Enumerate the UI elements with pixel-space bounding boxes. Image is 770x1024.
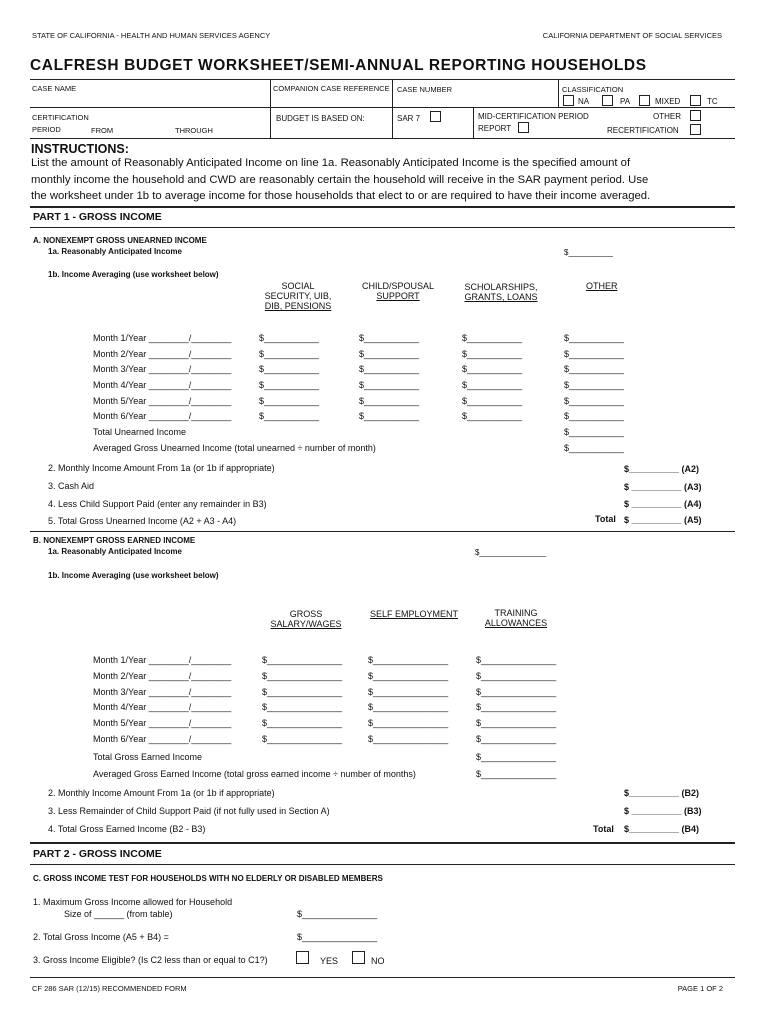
a-month-2-col-2-input[interactable]: $___________ <box>359 349 420 359</box>
yes-label: YES <box>320 956 339 966</box>
a-line-5: 5. Total Gross Unearned Income (A2 + A3 - A4) <box>48 516 237 526</box>
b-total-earned: Total Gross Earned Income <box>93 752 203 762</box>
c-line-2: 2. Total Gross Income (A5 + B4) = <box>33 932 169 942</box>
recertification-label: RECERTIFICATION <box>607 126 679 135</box>
period-label: PERIOD <box>32 125 61 134</box>
a-month-1-col-3-input[interactable]: $___________ <box>462 333 523 343</box>
companion-case-label: COMPANION CASE REFERENCE <box>273 84 390 93</box>
b-month-1-col-1-input[interactable]: $_______________ <box>262 655 343 665</box>
b-1a-input[interactable]: $_______________ <box>475 548 547 557</box>
a-month-4-col-2-input[interactable]: $___________ <box>359 380 420 390</box>
a-month-3-col-4-input[interactable]: $___________ <box>564 364 625 374</box>
instructions-heading: INSTRUCTIONS: <box>31 142 129 156</box>
b-line-4: 4. Total Gross Earned Income (B2 - B3) <box>48 824 206 834</box>
a-month-1-col-4-input[interactable]: $___________ <box>564 333 625 343</box>
checkbox-no[interactable] <box>352 951 365 964</box>
classification-label: CLASSIFICATION <box>562 85 624 94</box>
page-number: PAGE 1 OF 2 <box>677 984 723 993</box>
a-month-6-col-2-input[interactable]: $___________ <box>359 411 420 421</box>
b-total-earned-input[interactable]: $_______________ <box>476 752 557 762</box>
c2-input[interactable]: $_______________ <box>297 932 378 942</box>
b-month-1-col-3-input[interactable]: $_______________ <box>476 655 557 665</box>
b-month-2-label: Month 2/Year ________/________ <box>93 671 232 681</box>
a-month-3-col-3-input[interactable]: $___________ <box>462 364 523 374</box>
from-label: FROM <box>91 126 114 135</box>
b-month-6-col-3-input[interactable]: $_______________ <box>476 734 557 744</box>
no-label: NO <box>371 956 385 966</box>
section-b-heading: B. NONEXEMPT GROSS EARNED INCOME <box>33 536 196 545</box>
form-title: CALFRESH BUDGET WORKSHEET/SEMI-ANNUAL REPORTING HOUSEHOLDS <box>30 57 647 74</box>
mid-cert-report-label: REPORT <box>478 124 512 133</box>
b-month-3-col-2-input[interactable]: $_______________ <box>368 687 449 697</box>
b-1b-label: 1b. Income Averaging (use worksheet below) <box>48 571 219 580</box>
budget-based-label: BUDGET IS BASED ON: <box>276 114 365 123</box>
b-month-4-col-1-input[interactable]: $_______________ <box>262 702 343 712</box>
b-month-5-col-2-input[interactable]: $_______________ <box>368 718 449 728</box>
checkbox-na[interactable] <box>563 95 574 106</box>
a-1b-label: 1b. Income Averaging (use worksheet below) <box>48 270 219 279</box>
through-label: THROUGH <box>175 126 213 135</box>
a-month-2-label: Month 2/Year ________/________ <box>93 349 232 359</box>
b2-input[interactable]: $__________ (B2) <box>624 788 700 798</box>
b-col-training: TRAINING ALLOWANCES <box>484 608 548 628</box>
a-month-3-col-2-input[interactable]: $___________ <box>359 364 420 374</box>
a-line-3: 3. Cash Aid <box>48 481 95 491</box>
b-month-4-col-3-input[interactable]: $_______________ <box>476 702 557 712</box>
b-month-4-col-2-input[interactable]: $_______________ <box>368 702 449 712</box>
a-month-5-col-1-input[interactable]: $___________ <box>259 396 320 406</box>
b-month-1-label: Month 1/Year ________/________ <box>93 655 232 665</box>
c-line-1: 1. Maximum Gross Income allowed for Household <box>33 897 233 907</box>
b-month-5-label: Month 5/Year ________/________ <box>93 718 232 728</box>
part2-heading: PART 2 - GROSS INCOME <box>33 848 162 860</box>
a-month-6-label: Month 6/Year ________/________ <box>93 411 232 421</box>
b3-input[interactable]: $ __________ (B3) <box>624 806 702 816</box>
a-month-2-col-1-input[interactable]: $___________ <box>259 349 320 359</box>
checkbox-pa[interactable] <box>602 95 613 106</box>
a-averaged-unearned: Averaged Gross Unearned Income (total unearned ÷ number of month) <box>93 443 376 453</box>
a3-input[interactable]: $ __________ (A3) <box>624 482 702 492</box>
a-1a-label: 1a. Reasonably Anticipated Income <box>48 247 182 256</box>
a-total-label: Total <box>595 514 616 524</box>
a-month-5-label: Month 5/Year ________/________ <box>93 396 232 406</box>
a-month-3-col-1-input[interactable]: $___________ <box>259 364 320 374</box>
checkbox-tc[interactable] <box>690 95 701 106</box>
b-month-2-col-3-input[interactable]: $_______________ <box>476 671 557 681</box>
checkbox-sar7[interactable] <box>430 111 441 122</box>
agency-left: STATE OF CALIFORNIA - HEALTH AND HUMAN SERVICES AGENCY <box>32 31 271 40</box>
a4-input[interactable]: $ __________ (A4) <box>624 499 702 509</box>
part1-heading: PART 1 - GROSS INCOME <box>33 211 162 223</box>
c-line-3: 3. Gross Income Eligible? (Is C2 less than or equal to C1?) <box>33 955 268 965</box>
mid-cert-label: MID-CERTIFICATION PERIOD <box>478 112 589 121</box>
instructions-line-1: List the amount of Reasonably Anticipated Income on line 1a. Reasonably Anticipated Income is the specified amount of <box>31 157 631 169</box>
checkbox-recertification[interactable] <box>690 124 701 135</box>
a-month-1-label: Month 1/Year ________/________ <box>93 333 232 343</box>
checkbox-mixed[interactable] <box>639 95 650 106</box>
a-col-other: OTHER <box>586 281 618 291</box>
case-name-label: CASE NAME <box>32 84 77 93</box>
c1-input[interactable]: $_______________ <box>297 909 378 919</box>
a-col-scholarships: SCHOLARSHIPS, GRANTS, LOANS <box>464 282 538 302</box>
a2-input[interactable]: $__________ (A2) <box>624 464 700 474</box>
other-label: OTHER <box>653 112 681 121</box>
b-month-3-col-1-input[interactable]: $_______________ <box>262 687 343 697</box>
b-col-self-employment: SELF EMPLOYMENT <box>370 609 459 619</box>
case-number-label: CASE NUMBER <box>397 85 453 94</box>
b-month-4-label: Month 4/Year ________/________ <box>93 702 232 712</box>
b-line-2: 2. Monthly Income Amount From 1a (or 1b if appropriate) <box>48 788 275 798</box>
class-na-label: NA <box>578 97 590 106</box>
class-mixed-label: MIXED <box>655 97 681 106</box>
a-month-2-col-4-input[interactable]: $___________ <box>564 349 625 359</box>
instructions-line-3: the worksheet under 1b to average income for those households that elect to or are required to have their income averaged. <box>31 190 651 202</box>
a-col-social-security: SOCIAL SECURITY, UIB, DIB, PENSIONS <box>264 281 332 311</box>
instructions-line-2: monthly income the household and CWD are reasonably certain the household will receive in the SAR payment period. Use <box>31 174 649 186</box>
checkbox-yes[interactable] <box>296 951 309 964</box>
certification-label: CERTIFICATION <box>32 113 89 122</box>
b-total-label: Total <box>593 824 614 834</box>
a-month-5-col-3-input[interactable]: $___________ <box>462 396 523 406</box>
a-month-4-col-3-input[interactable]: $___________ <box>462 380 523 390</box>
a-month-4-col-4-input[interactable]: $___________ <box>564 380 625 390</box>
a-line-2: 2. Monthly Income Amount From 1a (or 1b if appropriate) <box>48 463 275 473</box>
b-month-6-col-1-input[interactable]: $_______________ <box>262 734 343 744</box>
a-month-5-col-2-input[interactable]: $___________ <box>359 396 420 406</box>
form-id: CF 286 SAR (12/15) RECOMMENDED FORM <box>32 984 187 993</box>
a-total-unearned: Total Unearned Income <box>93 427 187 437</box>
a-month-1-col-1-input[interactable]: $___________ <box>259 333 320 343</box>
sar7-label: SAR 7 <box>397 114 421 123</box>
a-col-child-support: CHILD/SPOUSAL SUPPORT <box>361 281 435 301</box>
a-month-6-col-3-input[interactable]: $___________ <box>462 411 523 421</box>
checkbox-other[interactable] <box>690 110 701 121</box>
a-month-2-col-3-input[interactable]: $___________ <box>462 349 523 359</box>
a-line-4: 4. Less Child Support Paid (enter any remainder in B3) <box>48 499 267 509</box>
a-total-unearned-input[interactable]: $___________ <box>564 427 625 437</box>
b-month-3-col-3-input[interactable]: $_______________ <box>476 687 557 697</box>
b-col-gross-salary: GROSS SALARY/WAGES <box>270 609 342 629</box>
b-1a-label: 1a. Reasonably Anticipated Income <box>48 547 182 556</box>
a-averaged-unearned-input[interactable]: $___________ <box>564 443 625 453</box>
a-month-1-col-2-input[interactable]: $___________ <box>359 333 420 343</box>
a5-input[interactable]: $ __________ (A5) <box>624 515 702 525</box>
c-line-1-size: Size of ______ (from table) <box>64 909 173 919</box>
b4-input[interactable]: $__________ (B4) <box>624 824 700 834</box>
class-pa-label: PA <box>620 97 631 106</box>
section-c-heading: C. GROSS INCOME TEST FOR HOUSEHOLDS WITH NO ELDERLY OR DISABLED MEMBERS <box>33 874 383 883</box>
a-month-4-label: Month 4/Year ________/________ <box>93 380 232 390</box>
a-month-6-col-4-input[interactable]: $___________ <box>564 411 625 421</box>
b-month-6-label: Month 6/Year ________/________ <box>93 734 232 744</box>
b-month-2-col-1-input[interactable]: $_______________ <box>262 671 343 681</box>
checkbox-mid-cert[interactable] <box>518 122 529 133</box>
section-a-heading: A. NONEXEMPT GROSS UNEARNED INCOME <box>33 236 207 245</box>
agency-right: CALIFORNIA DEPARTMENT OF SOCIAL SERVICES <box>542 31 722 40</box>
b-averaged-earned: Averaged Gross Earned Income (total gross earned income ÷ number of months) <box>93 769 416 779</box>
b-month-3-label: Month 3/Year ________/________ <box>93 687 232 697</box>
b-month-1-col-2-input[interactable]: $_______________ <box>368 655 449 665</box>
b-month-6-col-2-input[interactable]: $_______________ <box>368 734 449 744</box>
a-month-6-col-1-input[interactable]: $___________ <box>259 411 320 421</box>
b-averaged-earned-input[interactable]: $_______________ <box>476 769 557 779</box>
a-1a-input[interactable]: $__________ <box>564 248 613 257</box>
a-month-4-col-1-input[interactable]: $___________ <box>259 380 320 390</box>
b-month-5-col-1-input[interactable]: $_______________ <box>262 718 343 728</box>
b-month-5-col-3-input[interactable]: $_______________ <box>476 718 557 728</box>
a-month-3-label: Month 3/Year ________/________ <box>93 364 232 374</box>
b-month-2-col-2-input[interactable]: $_______________ <box>368 671 449 681</box>
class-tc-label: TC <box>707 97 718 106</box>
a-month-5-col-4-input[interactable]: $___________ <box>564 396 625 406</box>
b-line-3: 3. Less Remainder of Child Support Paid (if not fully used in Section A) <box>48 806 330 816</box>
